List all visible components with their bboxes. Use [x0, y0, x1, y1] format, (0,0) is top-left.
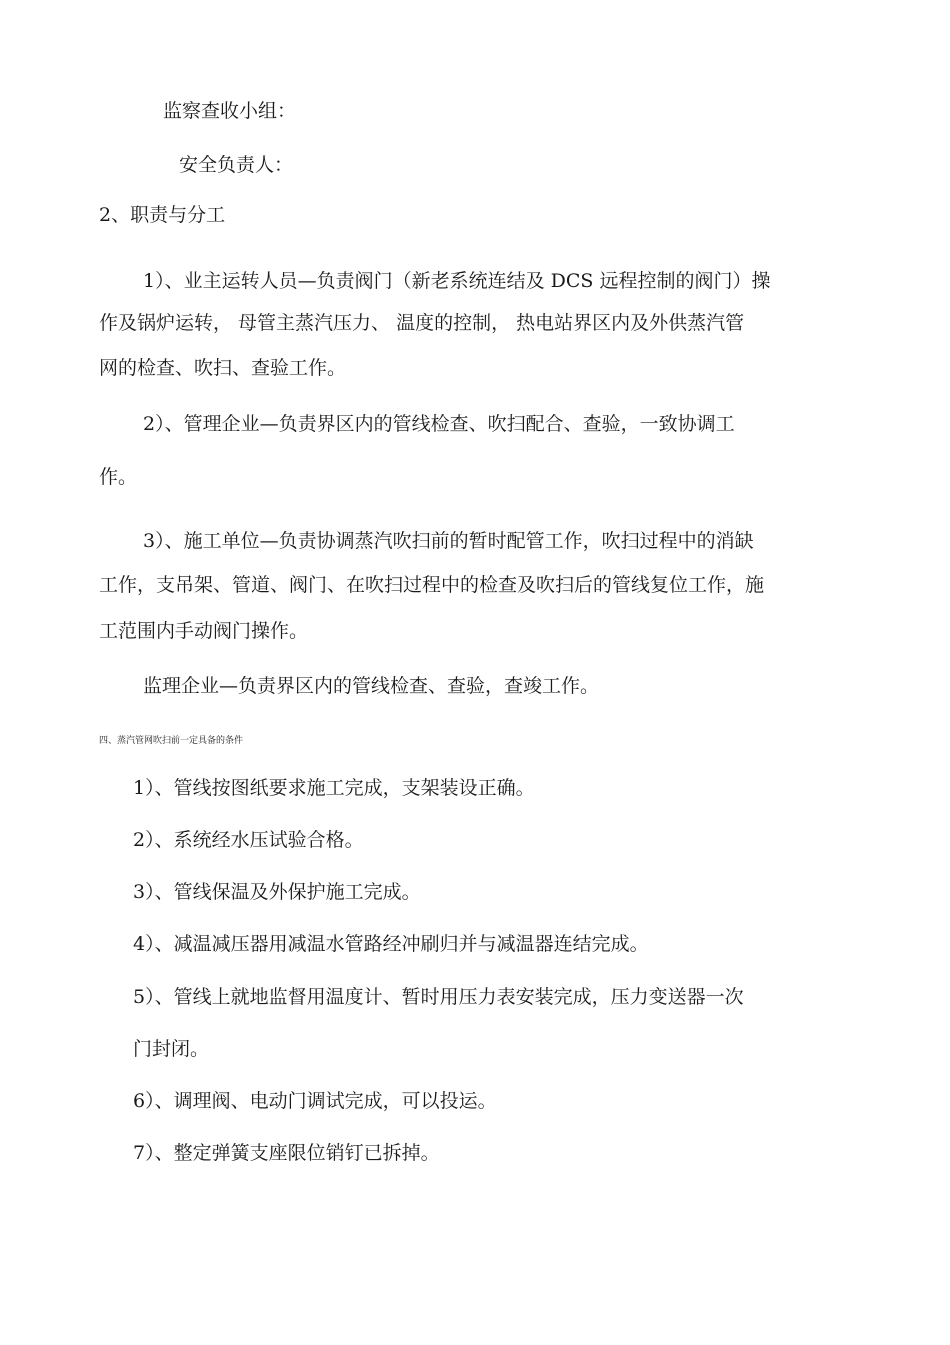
- section-four-heading: 四、蒸汽管网吹扫前一定具备的条件: [99, 736, 244, 746]
- condition-7: 7）、整定弹簧支座限位销钉已拆掉。: [133, 1142, 440, 1164]
- condition-4: 4）、减温减压器用减温水管路经冲刷归并与减温器连结完成。: [133, 933, 649, 955]
- condition-1: 1）、管线按图纸要求施工完成，支架装设正确。: [133, 777, 535, 799]
- duty-1-line-3: 网的检查、吹扫、查验工作。: [99, 357, 347, 379]
- duty-3-line-1: 3）、施工单位—负责协调蒸汽吹扫前的暂时配管工作，吹扫过程中的消缺: [143, 530, 754, 552]
- duty-2-line-2: 作。: [99, 466, 138, 488]
- condition-5-line-2: 门封闭。: [133, 1038, 210, 1060]
- condition-3: 3）、管线保温及外保护施工完成。: [133, 881, 421, 903]
- inspection-team-line: 监察查收小组：: [163, 100, 297, 122]
- condition-6: 6）、调理阀、电动门调试完成，可以投运。: [133, 1090, 497, 1112]
- duty-1-line-1: 1）、业主运转人员—负责阀门（新老系统连结及 DCS 远程控制的阀门）操: [143, 270, 771, 292]
- safety-officer-line: 安全负责人：: [179, 154, 294, 176]
- duty-3-line-3: 工范围内手动阀门操作。: [99, 620, 309, 642]
- duty-2-line-1: 2）、管理企业—负责界区内的管线检查、吹扫配合、查验，一致协调工: [143, 413, 735, 435]
- section-duties-title: 2、职责与分工: [99, 204, 226, 226]
- condition-5-line-1: 5）、管线上就地监督用温度计、暂时用压力表安装完成，压力变送器一次: [133, 986, 744, 1008]
- duty-3-line-2: 工作，支吊架、管道、阀门、在吹扫过程中的检查及吹扫后的管线复位工作，施: [99, 574, 765, 596]
- duty-1-line-2: 作及锅炉运转， 母管主蒸汽压力、 温度的控制， 热电站界区内及外供蒸汽管: [99, 312, 745, 334]
- supervision-line: 监理企业—负责界区内的管线检查、查验，查竣工作。: [143, 675, 600, 697]
- condition-2: 2）、系统经水压试验合格。: [133, 829, 364, 851]
